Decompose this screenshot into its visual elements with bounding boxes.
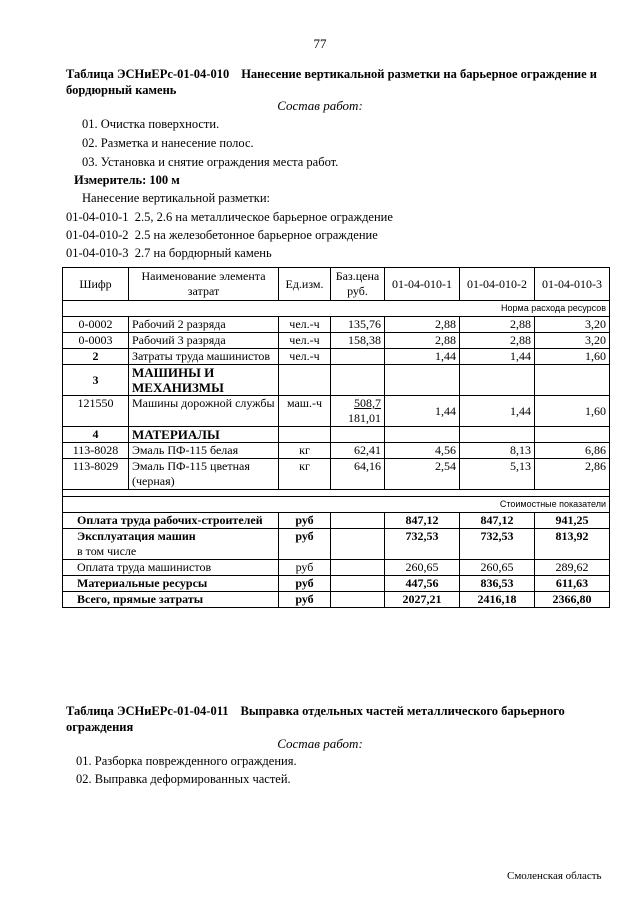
header-name: Наименование элемента затрат <box>129 268 279 301</box>
cell-v2: 1,44 <box>460 396 535 427</box>
cost-name: Всего, прямые затраты <box>63 592 279 608</box>
cost-v1: 847,12 <box>385 513 460 529</box>
table-row <box>63 365 610 396</box>
table1-title: Нанесение вертикальной разметки на барьерное ограждение и бордюрный камень <box>66 67 597 97</box>
cost-label-row <box>63 497 610 513</box>
cost-v1: 447,56 <box>385 576 460 592</box>
cell-unit <box>279 365 331 396</box>
cell-unit: чел.-ч <box>279 317 331 333</box>
cost-row <box>63 529 610 560</box>
cell-v1: 2,88 <box>385 317 460 333</box>
cost-v3: 2366,80 <box>535 592 610 608</box>
cost-label: Стоимостные показатели <box>63 497 610 513</box>
cell-name: Эмаль ПФ-115 цветная (черная) <box>129 459 279 490</box>
header-col3: 01-04-010-3 <box>535 268 610 301</box>
header-unit: Ед.изм. <box>279 268 331 301</box>
cell-unit <box>279 427 331 443</box>
cell-name: Затраты труда машинистов <box>129 349 279 365</box>
cell-code: 0-0003 <box>63 333 129 349</box>
spacer-cell <box>63 490 610 497</box>
cell-price <box>331 513 385 529</box>
cost-v3: 941,25 <box>535 513 610 529</box>
cell-v3: 1,60 <box>535 396 610 427</box>
header-price: Баз.цена руб. <box>331 268 385 301</box>
resource-table <box>62 267 610 608</box>
table-row <box>63 396 610 427</box>
cell-price <box>331 560 385 576</box>
cell-v1 <box>385 365 460 396</box>
cell-price <box>331 365 385 396</box>
cell-code: 4 <box>63 427 129 443</box>
table-row <box>63 443 610 459</box>
cost-name: Оплата труда машинистов <box>63 560 279 576</box>
cost-name: Материальные ресурсы <box>63 576 279 592</box>
sostav-label-1: Состав работ: <box>277 98 363 113</box>
work-item: 01. Разборка поврежденного ограждения. <box>76 754 297 768</box>
header-shifr: Шифр <box>63 268 129 301</box>
cell-price: 62,41 <box>331 443 385 459</box>
cell-price: 64,16 <box>331 459 385 490</box>
header-col2: 01-04-010-2 <box>460 268 535 301</box>
cell-v2: 2,88 <box>460 317 535 333</box>
code-id: 01-04-010-2 <box>66 228 129 242</box>
cost-v2: 836,53 <box>460 576 535 592</box>
table1-label: Таблица ЭСНиЕРс-01-04-010 <box>66 67 230 81</box>
cell-v3: 3,20 <box>535 333 610 349</box>
cell-name: МАШИНЫ И МЕХАНИЗМЫ <box>129 365 279 396</box>
cell-name: Рабочий 2 разряда <box>129 317 279 333</box>
cost-unit: руб <box>279 592 331 608</box>
cost-v1: 2027,21 <box>385 592 460 608</box>
code-text: 2.7 на бордюрный камень <box>134 246 272 260</box>
cell-code: 113-8029 <box>63 459 129 490</box>
cell-v1 <box>385 427 460 443</box>
price-lower: 181,01 <box>348 411 381 425</box>
work-item: 03. Установка и снятие ограждения места работ. <box>82 155 339 169</box>
cell-price <box>331 349 385 365</box>
cost-v2: 732,53 <box>460 529 535 560</box>
page-number: 77 <box>313 36 327 51</box>
cell-price <box>331 529 385 560</box>
work-item: 02. Выправка деформированных частей. <box>76 772 291 786</box>
table-row <box>63 333 610 349</box>
header-row <box>63 268 610 301</box>
cell-price: 158,38 <box>331 333 385 349</box>
cell-v3 <box>535 365 610 396</box>
cell-price <box>331 576 385 592</box>
cost-v3: 611,63 <box>535 576 610 592</box>
table1-heading <box>66 66 606 98</box>
cost-name: Эксплуатация машин <box>77 529 196 543</box>
cell-name: Машины дорожной службы <box>129 396 279 427</box>
cell-price <box>331 396 385 427</box>
cost-unit: руб <box>279 529 331 560</box>
footer-region: Смоленская область <box>507 870 602 882</box>
cell-price: 135,76 <box>331 317 385 333</box>
cell-price <box>331 427 385 443</box>
cell-code: 2 <box>63 349 129 365</box>
cost-row <box>63 513 610 529</box>
cost-unit: руб <box>279 513 331 529</box>
norma-row <box>63 301 610 317</box>
cell-code: 121550 <box>63 396 129 427</box>
cost-row <box>63 592 610 608</box>
cell-v1: 1,44 <box>385 349 460 365</box>
cost-unit: руб <box>279 576 331 592</box>
cost-name-cell <box>63 529 279 560</box>
cell-v3: 6,86 <box>535 443 610 459</box>
cell-code: 113-8028 <box>63 443 129 459</box>
cell-v2 <box>460 365 535 396</box>
cell-v2: 2,88 <box>460 333 535 349</box>
cell-unit: маш.-ч <box>279 396 331 427</box>
cell-v2: 8,13 <box>460 443 535 459</box>
code-line <box>66 210 393 225</box>
cost-v2: 2416,18 <box>460 592 535 608</box>
table2-title: Выправка отдельных частей металлического барьерного ограждения <box>66 704 565 734</box>
cell-v1: 4,56 <box>385 443 460 459</box>
code-line <box>66 228 378 243</box>
cell-v1: 1,44 <box>385 396 460 427</box>
code-line <box>66 246 272 261</box>
work-item: 02. Разметка и нанесение полос. <box>82 136 254 150</box>
cost-v1: 732,53 <box>385 529 460 560</box>
cell-name: Эмаль ПФ-115 белая <box>129 443 279 459</box>
cell-price <box>331 592 385 608</box>
cost-v3: 289,62 <box>535 560 610 576</box>
cost-row <box>63 576 610 592</box>
cost-unit: руб <box>279 560 331 576</box>
table-row <box>63 459 610 490</box>
cost-v2: 847,12 <box>460 513 535 529</box>
spacer-row <box>63 490 610 497</box>
cost-name: Оплата труда рабочих-строителей <box>63 513 279 529</box>
cell-v3 <box>535 427 610 443</box>
cell-v3: 2,86 <box>535 459 610 490</box>
cell-v2: 5,13 <box>460 459 535 490</box>
cell-name: МАТЕРИАЛЫ <box>129 427 279 443</box>
cost-row <box>63 560 610 576</box>
table-row <box>63 349 610 365</box>
cell-v1: 2,54 <box>385 459 460 490</box>
table-row <box>63 427 610 443</box>
table2-label: Таблица ЭСНиЕРс-01-04-011 <box>66 704 229 718</box>
cell-code: 3 <box>63 365 129 396</box>
norma-label: Норма расхода ресурсов <box>63 301 610 317</box>
cost-sub: в том числе <box>77 544 137 558</box>
measure: Измеритель: 100 м <box>74 173 180 187</box>
price-upper: 508,7 <box>354 396 381 410</box>
cell-v2: 1,44 <box>460 349 535 365</box>
cell-v1: 2,88 <box>385 333 460 349</box>
table-row <box>63 317 610 333</box>
code-text: 2.5 на железобетонное барьерное ограждение <box>134 228 378 242</box>
cell-unit: кг <box>279 443 331 459</box>
cell-code: 0-0002 <box>63 317 129 333</box>
code-id: 01-04-010-1 <box>66 210 129 224</box>
code-text: 2.5, 2.6 на металлическое барьерное ограждение <box>134 210 393 224</box>
work-item: 01. Очистка поверхности. <box>82 117 220 131</box>
subtitle: Нанесение вертикальной разметки: <box>82 191 270 205</box>
cell-v3: 1,60 <box>535 349 610 365</box>
cell-v2 <box>460 427 535 443</box>
cell-name: Рабочий 3 разряда <box>129 333 279 349</box>
cell-v3: 3,20 <box>535 317 610 333</box>
sostav-label-2: Состав работ: <box>277 736 363 751</box>
code-id: 01-04-010-3 <box>66 246 129 260</box>
cell-unit: чел.-ч <box>279 349 331 365</box>
cost-v1: 260,65 <box>385 560 460 576</box>
table2-heading <box>66 703 606 735</box>
cost-v3: 813,92 <box>535 529 610 560</box>
header-col1: 01-04-010-1 <box>385 268 460 301</box>
cost-v2: 260,65 <box>460 560 535 576</box>
cell-unit: кг <box>279 459 331 490</box>
cell-unit: чел.-ч <box>279 333 331 349</box>
